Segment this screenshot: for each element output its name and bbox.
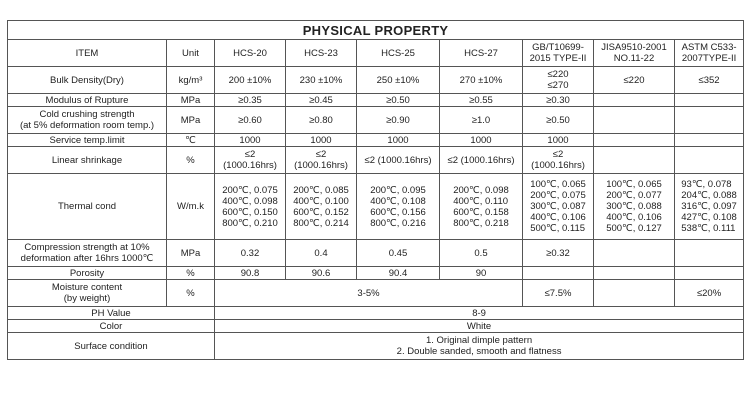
item-label: Color <box>8 320 215 333</box>
std-cell <box>594 107 675 134</box>
std-cell: 1000 <box>523 134 594 147</box>
std-cell: ≥0.32 <box>523 240 594 267</box>
value-cell: 1000 <box>357 134 440 147</box>
std-cell: ≤2 (1000.16hrs) <box>523 147 594 174</box>
std-cell: ≤220 ≤270 <box>523 67 594 94</box>
std-cell: ≥0.50 <box>523 107 594 134</box>
std-cell <box>594 147 675 174</box>
row-compression <box>8 240 744 267</box>
header-hcs-20: HCS-20 <box>215 40 286 67</box>
std-cell <box>675 147 744 174</box>
std-cell <box>594 267 675 280</box>
header-std-astm: ASTM C533- 2007TYPE-II <box>675 40 744 67</box>
std-cell: ≥0.30 <box>523 94 594 107</box>
std-cell: ≤7.5% <box>523 280 594 307</box>
row-moisture <box>8 280 744 307</box>
header-unit: Unit <box>167 40 215 67</box>
std-cell: 100℃, 0.065 200℃, 0.077 300℃, 0.088 400℃, 0.106 500℃, 0.127 <box>594 174 675 240</box>
value-cell: 0.5 <box>440 240 523 267</box>
item-label: Cold crushing strength (at 5% deformation room temp.) <box>8 107 167 134</box>
row-thermal-cond <box>8 174 744 240</box>
unit-cell: % <box>167 147 215 174</box>
value-cell: 270 ±10% <box>440 67 523 94</box>
unit-cell: MPa <box>167 240 215 267</box>
value-cell: ≤2 (1000.16hrs) <box>286 147 357 174</box>
unit-cell: MPa <box>167 107 215 134</box>
row-color <box>8 320 744 333</box>
header-hcs-25: HCS-25 <box>357 40 440 67</box>
item-label: Modulus of Rupture <box>8 94 167 107</box>
value-cell: ≤2 (1000.16hrs) <box>357 147 440 174</box>
title-row <box>8 21 744 40</box>
unit-cell: W/m.k <box>167 174 215 240</box>
std-cell: ≤352 <box>675 67 744 94</box>
std-cell: 93℃, 0.078 204℃, 0.088 316℃, 0.097 427℃, 0.108 538℃, 0.111 <box>675 174 744 240</box>
table-title: PHYSICAL PROPERTY <box>8 21 744 40</box>
row-porosity <box>8 267 744 280</box>
std-cell: 100℃, 0.065 200℃, 0.075 300℃, 0.087 400℃, 0.106 500℃, 0.115 <box>523 174 594 240</box>
unit-cell: MPa <box>167 94 215 107</box>
item-label: Thermal cond <box>8 174 167 240</box>
header-row <box>8 40 744 67</box>
value-cell: ≥0.80 <box>286 107 357 134</box>
row-ph <box>8 307 744 320</box>
std-cell <box>675 94 744 107</box>
row-cold-crushing <box>8 107 744 134</box>
std-cell <box>675 267 744 280</box>
value-cell: ≥0.50 <box>357 94 440 107</box>
value-cell: ≥0.45 <box>286 94 357 107</box>
value-cell: 200℃, 0.098 400℃, 0.110 600℃, 0.158 800℃, 0.218 <box>440 174 523 240</box>
item-label: Porosity <box>8 267 167 280</box>
value-cell: 90 <box>440 267 523 280</box>
row-linear-shrinkage <box>8 147 744 174</box>
value-cell: ≥1.0 <box>440 107 523 134</box>
item-label: Compression strength at 10% deformation after 16hrs 1000℃ <box>8 240 167 267</box>
item-label: Surface condition <box>8 333 215 360</box>
unit-cell: % <box>167 280 215 307</box>
unit-cell: ℃ <box>167 134 215 147</box>
header-std-jis: JISA9510-2001 NO.11-22 <box>594 40 675 67</box>
value-cell: 90.8 <box>215 267 286 280</box>
value-cell: 1000 <box>286 134 357 147</box>
value-cell: 1000 <box>215 134 286 147</box>
value-cell: 200 ±10% <box>215 67 286 94</box>
value-cell: 200℃, 0.095 400℃, 0.108 600℃, 0.156 800℃, 0.216 <box>357 174 440 240</box>
property-table <box>7 20 744 360</box>
header-hcs-27: HCS-27 <box>440 40 523 67</box>
value-cell: 1000 <box>440 134 523 147</box>
value-cell: 0.4 <box>286 240 357 267</box>
std-cell: ≤220 <box>594 67 675 94</box>
value-cell: 1. Original dimple pattern 2. Double sanded, smooth and flatness <box>215 333 744 360</box>
std-cell <box>675 240 744 267</box>
row-modulus-rupture <box>8 94 744 107</box>
value-cell: ≤2 (1000.16hrs) <box>215 147 286 174</box>
value-cell: ≥0.35 <box>215 94 286 107</box>
physical-property-sheet <box>7 20 743 360</box>
std-cell <box>523 267 594 280</box>
value-cell: 3-5% <box>215 280 523 307</box>
value-cell: 200℃, 0.075 400℃, 0.098 600℃, 0.150 800℃, 0.210 <box>215 174 286 240</box>
std-cell <box>594 240 675 267</box>
std-cell <box>594 280 675 307</box>
header-item: ITEM <box>8 40 167 67</box>
value-cell: ≥0.55 <box>440 94 523 107</box>
value-cell: ≥0.60 <box>215 107 286 134</box>
item-label: Service temp.limit <box>8 134 167 147</box>
value-cell: 230 ±10% <box>286 67 357 94</box>
value-cell: 90.6 <box>286 267 357 280</box>
value-cell: ≥0.90 <box>357 107 440 134</box>
value-cell: 250 ±10% <box>357 67 440 94</box>
value-cell: 8-9 <box>215 307 744 320</box>
std-cell <box>675 134 744 147</box>
std-cell <box>594 94 675 107</box>
unit-cell: kg/m³ <box>167 67 215 94</box>
value-cell: 0.45 <box>357 240 440 267</box>
header-hcs-23: HCS-23 <box>286 40 357 67</box>
value-cell: 0.32 <box>215 240 286 267</box>
value-cell: White <box>215 320 744 333</box>
item-label: PH Value <box>8 307 215 320</box>
row-surface <box>8 333 744 360</box>
row-bulk-density <box>8 67 744 94</box>
value-cell: 200℃, 0.085 400℃, 0.100 600℃, 0.152 800℃, 0.214 <box>286 174 357 240</box>
row-service-temp <box>8 134 744 147</box>
unit-cell: % <box>167 267 215 280</box>
item-label: Bulk Density(Dry) <box>8 67 167 94</box>
header-std-gb: GB/T10699- 2015 TYPE-II <box>523 40 594 67</box>
std-cell <box>594 134 675 147</box>
value-cell: 90.4 <box>357 267 440 280</box>
value-cell: ≤2 (1000.16hrs) <box>440 147 523 174</box>
item-label: Moisture content (by weight) <box>8 280 167 307</box>
std-cell: ≤20% <box>675 280 744 307</box>
item-label: Linear shrinkage <box>8 147 167 174</box>
std-cell <box>675 107 744 134</box>
